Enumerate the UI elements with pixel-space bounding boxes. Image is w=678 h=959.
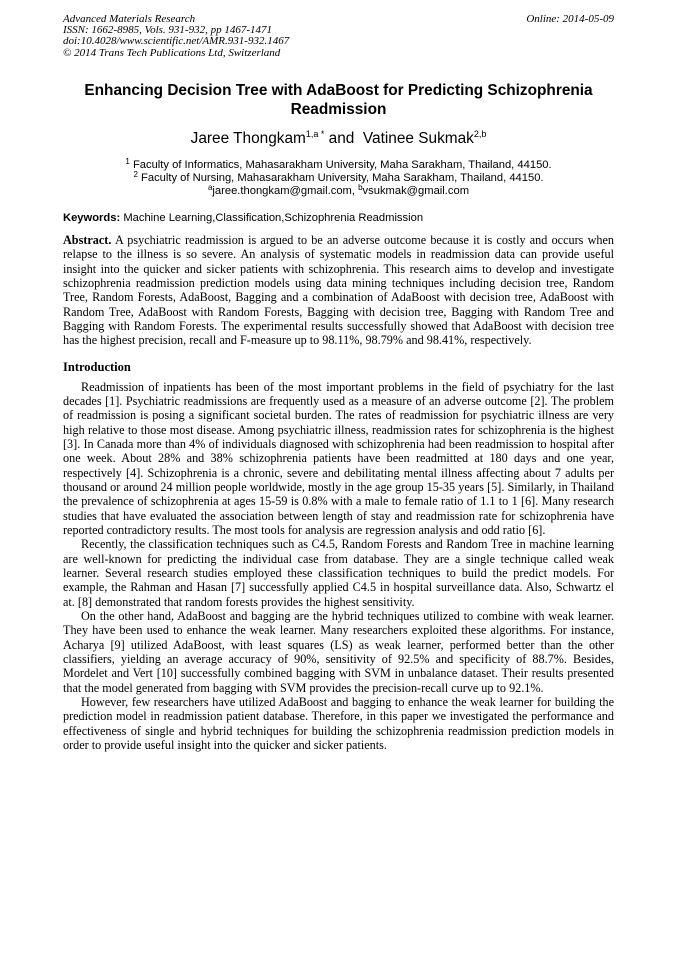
intro-paragraph-1: Readmission of inpatients has been of the most important problems in the field of psychiatry for the last decades [1]. Psychiatric readmissions are frequently used as a measure of an adverse outcome [2]. The problem of readmission is posing a significant societal burden. The rates of readmission for psychiatric illness are very high relative to those most disease. Among psychiatric illness, readmission rates for schizophrenia is the highest [3]. In Canada more than 4% of individuals diagnosed with schizophrenia had been readmission to hospital after one week. About 28% and 38% schizophrenia patients have been readmitted at 180 days and one year, respectively [4]. Schizophrenia is a chronic, severe and debilitating mental illness affecting about 7 adults per thousand or around 24 million people worldwide, mostly in the age group 15-35 years [5]. Similarly, in Thailand the prevalence of schizophrenia at ages 15-59 is 0.8% with a male to female ratio of 1.1 to 1 [6]. Many research studies that have evaluated the association between length of stay and readmission rate for schizophrenia have reported contradictory results. The most tools for analysis are regression analysis and odd ratio [6]. (63, 379, 614, 537)
abstract-text: A psychiatric readmission is argued to be an adverse outcome because it is costly and occurs when relapse to the illness is so severe. An analysis of systematic models in readmission data can provide useful insight into the quicker and sicker patients with schizophrenia. This research aims to develop and investigate schizophrenia readmission prediction models using data mining techniques including decision tree, Random Tree, Random Forests, AdaBoost, Bagging and a combination of AdaBoost with decision tree, AdaBoost with Random Tree, AdaBoost with Random Forests, Bagging with decision tree, Bagging with Random Tree and Bagging with Random Forests. The experimental results successfully showed that AdaBoost with decision tree has the highest precision, recall and F-measure up to 98.11%, 98.79% and 98.41%, respectively. (63, 232, 614, 348)
author-line (63, 129, 614, 149)
paper-title: Enhancing Decision Tree with AdaBoost for Predicting Schizophrenia Readmission (84, 81, 593, 118)
keywords-label: Keywords: (63, 211, 121, 224)
journal-issn: ISSN: 1662-8985, Vols. 931-932, pp 1467-1471 (63, 24, 272, 37)
introduction-heading: Introduction (63, 359, 131, 374)
keywords (63, 211, 614, 225)
abstract-label: Abstract. (63, 232, 112, 247)
journal-name: Advanced Materials Research (63, 13, 196, 25)
abstract (63, 233, 614, 348)
intro-paragraph-4: However, few researchers have utilized AdaBoost and bagging to enhance the weak learner for building the prediction model in readmission patient database. Therefore, in this paper we investigated the performance and effectiveness of single and hybrid techniques for building the schizophrenia readmission prediction models in order to provide useful insight into the quicker and sicker patients. (63, 695, 614, 753)
affiliation-2-sup: 2 (133, 169, 138, 179)
affiliation-1-text: Faculty of Informatics, Mahasarakham University, Maha Sarakham, Thailand, 44150. (132, 158, 552, 171)
author-1: Jaree Thongkam (190, 129, 306, 147)
author-1-sup: 1,a * (305, 128, 325, 139)
author-conjunction: and (328, 129, 355, 147)
author-emails (63, 182, 614, 198)
author-2: Vatinee Sukmak (362, 129, 474, 147)
email-a: jaree.thongkam@gmail.com, (212, 184, 359, 197)
journal-doi: doi:10.4028/www.scientific.net/AMR.931-932.1467 (63, 35, 290, 48)
journal-info (63, 14, 289, 59)
affiliation-1 (63, 156, 614, 172)
keywords-text: Machine Learning,Classification,Schizophrenia Readmission (123, 211, 424, 224)
affiliation-2-text: Faculty of Nursing, Mahasarakham University, Maha Sarakham, Thailand, 44150. (141, 171, 544, 184)
email-a-sup: a (207, 182, 213, 192)
intro-paragraph-3: On the other hand, AdaBoost and bagging are the hybrid techniques utilized to combine with weak learner. They have been used to enhance the weak learner. Many researchers exploited these algorithms. For instance, Acharya [9] utilized AdaBoost, with least squares (LS) as weak learner, performed better than the other classifiers, yielding an average accuracy of 90%, sensitivity of 92.5% and specificity of 88.7%. Besides, Mordelet and Vert [10] successfully combined bagging with SVM in unbalance dataset. Their results presented that the model generated from bagging with SVM provides the precision-recall curve up to 92.1%. (63, 609, 614, 695)
email-b: vsukmak@gmail.com (362, 184, 470, 197)
journal-copyright: © 2014 Trans Tech Publications Ltd, Switzerland (63, 46, 281, 59)
paper-page (63, 14, 614, 753)
online-date: Online: 2014-05-09 (526, 13, 614, 25)
author-2-sup: 2,b (473, 128, 487, 139)
affiliation-2 (63, 169, 614, 185)
email-b-sup: b (358, 182, 363, 192)
affiliation-1-sup: 1 (125, 156, 130, 166)
journal-header (63, 14, 614, 59)
intro-paragraph-2: Recently, the classification techniques such as C4.5, Random Forests and Random Tree in machine learning are well-known for predicting the individual case from database. They are a single technique called weak learner. Several research studies employed these classification techniques to build the predict models. For example, the Rahman and Hasan [7] successfully applied C4.5 in hospital surveillance data. Also, Schwartz el at. [8] demonstrated that random forests provides the highest sensitivity. (63, 537, 614, 609)
affiliations (63, 156, 614, 198)
